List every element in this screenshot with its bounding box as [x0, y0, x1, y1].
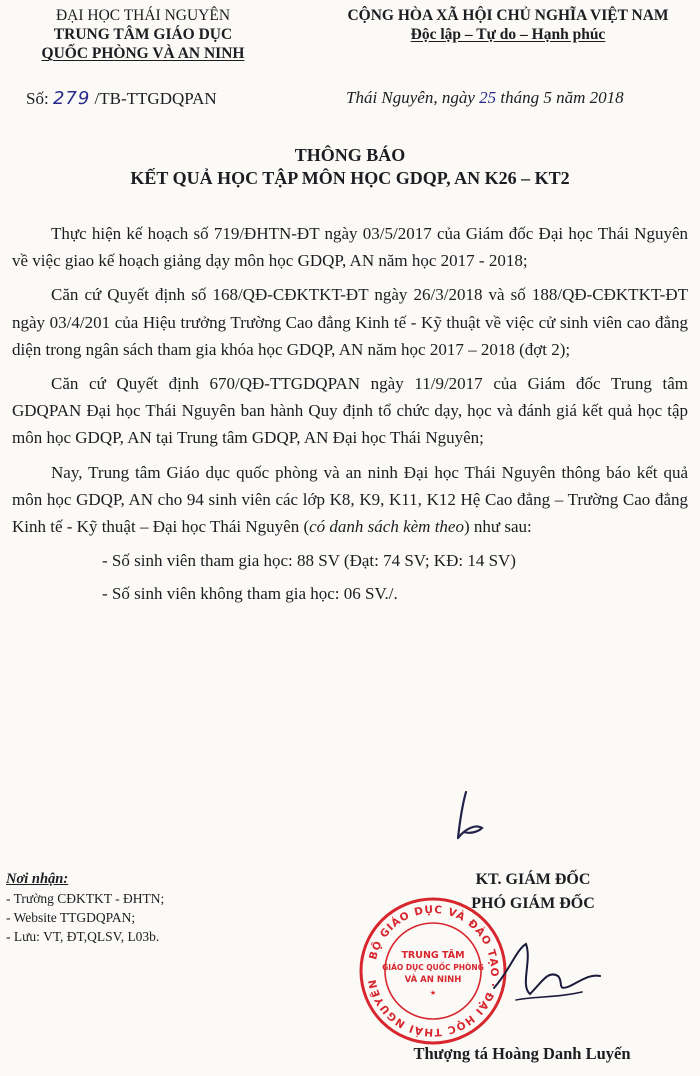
- paragraph-plan: Thực hiện kế hoạch số 719/ĐHTN-ĐT ngày 03/5/2017 của Giám đốc Đại học Thái Nguyên về việc giao kế hoạch giảng dạy môn học GDQP, AN năm học 2017 - 2018;: [12, 224, 688, 271]
- reference-suffix: /TB-TTGDQPAN: [94, 89, 217, 108]
- recipient-item: - Website TTGDQPAN;: [6, 910, 136, 925]
- document-body: [12, 220, 688, 614]
- issuer-block: [12, 6, 274, 63]
- bullet-absent: - Số sinh viên không tham gia học: 06 SV./.: [102, 584, 398, 604]
- handwritten-initial-mark: [452, 788, 492, 844]
- issuer-center-line1: TRUNG TÂM GIÁO DỤC: [53, 26, 233, 43]
- announcement-main: Nay, Trung tâm Giáo dục quốc phòng và an ninh Đại học Thái Nguyên thông báo kết quả môn học GDQP, AN cho 94 sinh viên các lớp K8, K9, K11, K12 Hệ Cao đẳng – Trường Cao đẳng Kinh tế - Kỹ thuật – Đại học Thái Nguyên (: [12, 462, 688, 537]
- svg-text:VÀ AN NINH: VÀ AN NINH: [404, 975, 462, 985]
- signer-name: Thượng tá Hoàng Danh Luyến: [413, 1044, 631, 1063]
- signature-role-line2: PHÓ GIÁM ĐỐC: [471, 895, 595, 912]
- svg-text:★: ★: [429, 989, 437, 997]
- date-prefix: Thái Nguyên, ngày: [346, 88, 475, 107]
- svg-text:BỘ GIÁO DỤC VÀ ĐÀO TẠO · ĐẠI H: BỘ GIÁO DỤC VÀ ĐÀO TẠO · ĐẠI HỌC THÁI NGUYÊN: [366, 903, 501, 1039]
- announcement-attachment-note: có danh sách kèm theo: [309, 517, 464, 537]
- paragraph-announcement: [12, 459, 688, 541]
- issuer-center-line2: QUỐC PHÒNG VÀ AN NINH: [41, 45, 245, 62]
- document-subject-title: KẾT QUẢ HỌC TẬP MÔN HỌC GDQP, AN K26 – KT2: [130, 168, 570, 188]
- reference-label: Số:: [26, 89, 49, 108]
- national-header: [318, 6, 698, 44]
- reference-handwritten-number: 279: [52, 88, 91, 109]
- date-suffix: tháng 5 năm 2018: [500, 88, 624, 107]
- recipient-item: - Trường CĐKTKT - ĐHTN;: [6, 891, 165, 906]
- paragraph-decision-2: Căn cứ Quyết định 670/QĐ-TTGDQPAN ngày 11/9/2017 của Giám đốc Trung tâm GDQPAN Đại học Thái Nguyên ban hành Quy định tổ chức dạy, học và đánh giá kết quả học tập môn học GDQP, AN tại Trung tâm GDQP, AN Đại học Thái Nguyên;: [12, 374, 688, 448]
- recipients-title: Nơi nhận:: [6, 871, 69, 887]
- svg-text:GIÁO DỤC QUỐC PHÒNG: GIÁO DỤC QUỐC PHÒNG: [382, 963, 484, 972]
- recipients-block: [6, 870, 164, 946]
- announcement-end: ) như sau:: [463, 517, 532, 537]
- issuer-university: ĐẠI HỌC THÁI NGUYÊN: [55, 7, 231, 24]
- national-title: CỘNG HÒA XÃ HỘI CHỦ NGHĨA VIỆT NAM: [347, 7, 669, 24]
- svg-text:TRUNG TÂM: TRUNG TÂM: [401, 950, 465, 961]
- paragraph-decision-1: Căn cứ Quyết định số 168/QĐ-CĐKTKT-ĐT ngày 26/3/2018 và số 188/QĐ-CĐKTKT-ĐT ngày 03/4/201 của Hiệu trưởng Trường Cao đẳng Kinh tế - Kỹ thuật về việc cử sinh viên cao đẳng diện trong ngân sách tham gia khóa học GDQP, AN năm học 2017 – 2018 (đợt 2);: [12, 285, 688, 359]
- signature-role-line1: KT. GIÁM ĐỐC: [475, 871, 591, 888]
- bullet-participants: - Số sinh viên tham gia học: 88 SV (Đạt: 74 SV; KĐ: 14 SV): [102, 551, 516, 571]
- handwritten-signature: [486, 930, 606, 1020]
- date-day: 25: [479, 88, 497, 107]
- document-type-title: THÔNG BÁO: [294, 145, 406, 165]
- reference-number: [26, 88, 217, 109]
- recipient-item: - Lưu: VT, ĐT,QLSV, L03b.: [6, 929, 160, 944]
- date-line: [346, 88, 624, 108]
- national-motto: Độc lập – Tự do – Hạnh phúc: [410, 26, 606, 43]
